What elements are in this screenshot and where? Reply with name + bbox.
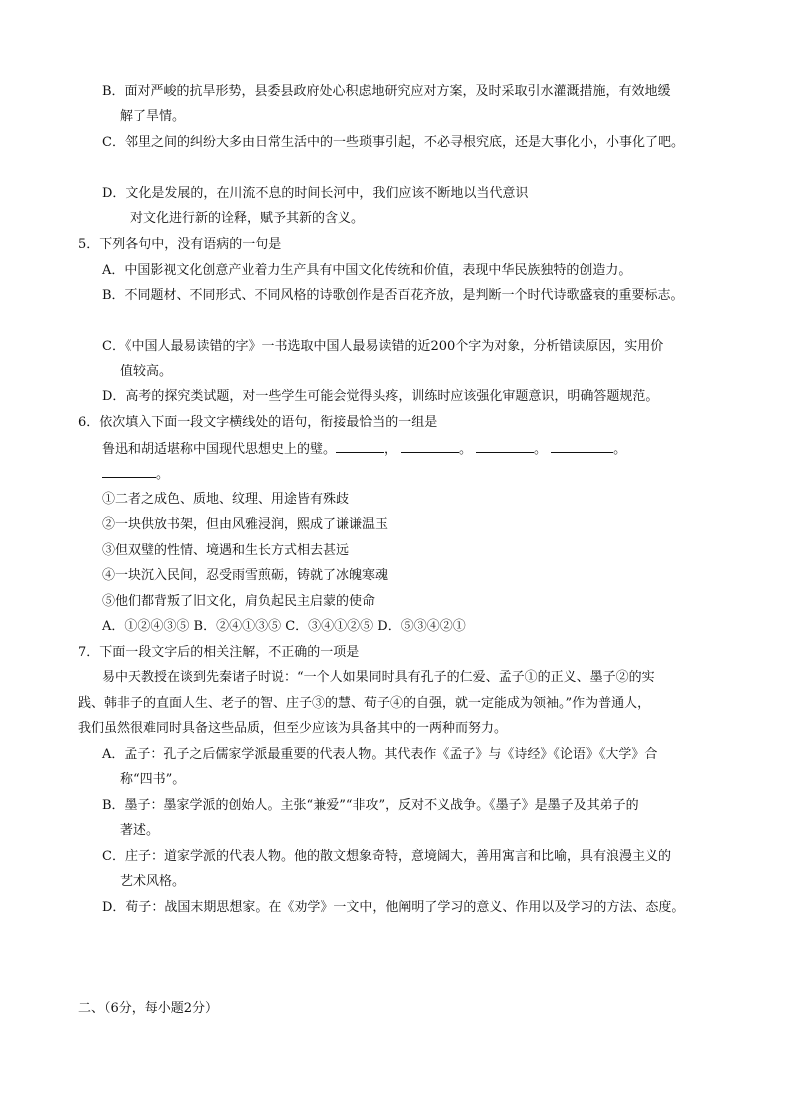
q6-sep: 。	[534, 442, 548, 457]
q6-passage	[102, 440, 626, 459]
q4-option-d-line1: D．文化是发展的，在川流不息的时间长河中，我们应该不断地以当代意识	[102, 186, 529, 201]
q6-passage-lead: 鲁迅和胡适堪称中国现代思想史上的璧。	[102, 442, 337, 457]
q4-option-d-line2: 对文化进行新的诠释，赋予其新的含义。	[130, 211, 365, 226]
q5-stem: 5．下列各句中，没有语病的一句是	[78, 237, 282, 252]
q6-blank-1	[336, 440, 384, 453]
q7-stem: 7．下面一段文字后的相关注解，不正确的一项是	[78, 645, 360, 660]
q7-option-a-line2: 称“四书”。	[120, 772, 186, 787]
q6-sep: 。	[156, 467, 170, 482]
q7-passage-line1: 易中天教授在谈到先秦诸子时说：“一个人如果同时具有孔子的仁爱、孟子①的正义、墨子②的实	[102, 670, 655, 685]
q5-option-d: D．高考的探究类试题，对一些学生可能会觉得头疼，训练时应该强化审题意识，明确答题规范。	[102, 389, 659, 404]
q5-option-c-line2: 值较高。	[120, 364, 173, 379]
q7-option-c-line1: C．庄子：道家学派的代表人物。他的散文想象奇特，意境阔大，善用寓言和比喻，具有浪漫主义的	[102, 849, 671, 864]
q4-option-c: C．邻里之间的纠纷大多由日常生活中的一些琐事引起，不必寻根究底，还是大事化小，小事化了吧。	[102, 135, 684, 150]
q6-item-3: ③但双璧的性情、境遇和生长方式相去甚远	[102, 543, 350, 558]
q6-sep: 。	[613, 442, 627, 457]
q7-passage-line3: 我们虽然很难同时具备这些品质，但至少应该为具备其中的一两种而努力。	[78, 721, 508, 736]
q5-option-b: B．不同题材、不同形式、不同风格的诗歌创作是否百花齐放，是判断一个时代诗歌盛衰的重要标志。	[102, 288, 684, 303]
q6-blank-2	[401, 440, 459, 453]
q6-sep: 。	[459, 442, 473, 457]
section-2-heading: 二、（6分，每小题2分）	[78, 1001, 219, 1016]
q7-passage-line2: 践、韩非子的直面人生、老子的智、庄子③的慧、荀子④的自强，就一定能成为领袖。”作为普通人，	[78, 696, 651, 711]
q6-item-4: ④一块沉入民间，忍受雨雪煎砺，铸就了冰魄寒魂	[102, 568, 389, 583]
q4-option-b-line1: B．面对严峻的抗旱形势，县委县政府处心积虑地研究应对方案，及时采取引水灌溉措施，有效地缓	[102, 84, 671, 99]
q6-blank-4	[551, 440, 613, 453]
q7-option-b-line2: 著述。	[120, 823, 160, 838]
q4-option-b-line2: 解了旱情。	[120, 109, 186, 124]
q6-options: A．①②④③⑤ B．②④①③⑤ C．③④①②⑤ D．⑤③④②①	[102, 619, 466, 634]
q5-option-c-line1: C．《中国人最易读错的字》一书选取中国人最易读错的近200个字为对象，分析错读原因，实用价	[102, 339, 664, 354]
q6-item-2: ②一块供放书架，但由风雅浸润，熙成了谦谦温玉	[102, 517, 389, 532]
q6-item-5: ⑤他们都背叛了旧文化，肩负起民主启蒙的使命	[102, 594, 376, 609]
q6-blank-3	[476, 440, 534, 453]
q6-blank-5	[102, 465, 156, 478]
q7-option-d: D．荀子：战国末期思想家。在《劝学》一文中，他阐明了学习的意义、作用以及学习的方法、态度。	[102, 900, 685, 915]
q7-option-c-line2: 艺术风格。	[120, 874, 186, 889]
q6-passage-line2	[102, 465, 169, 484]
q6-sep: ，	[384, 442, 398, 457]
q6-stem: 6．依次填入下面一段文字横线处的语句，衔接最恰当的一组是	[78, 415, 438, 430]
q5-option-a: A．中国影视文化创意产业着力生产具有中国文化传统和价值，表现中华民族独特的创造力。	[102, 263, 632, 278]
q6-item-1: ①二者之成色、质地、纹理、用途皆有殊歧	[102, 492, 350, 507]
q7-option-b-line1: B．墨子：墨家学派的创始人。主张“兼爱”“非攻”，反对不义战争。《墨子》是墨子及其弟子的	[102, 798, 639, 813]
q7-option-a-line1: A．孟子：孔子之后儒家学派最重要的代表人物。其代表作《孟子》与《诗经》《论语》《大学》合	[102, 747, 658, 762]
